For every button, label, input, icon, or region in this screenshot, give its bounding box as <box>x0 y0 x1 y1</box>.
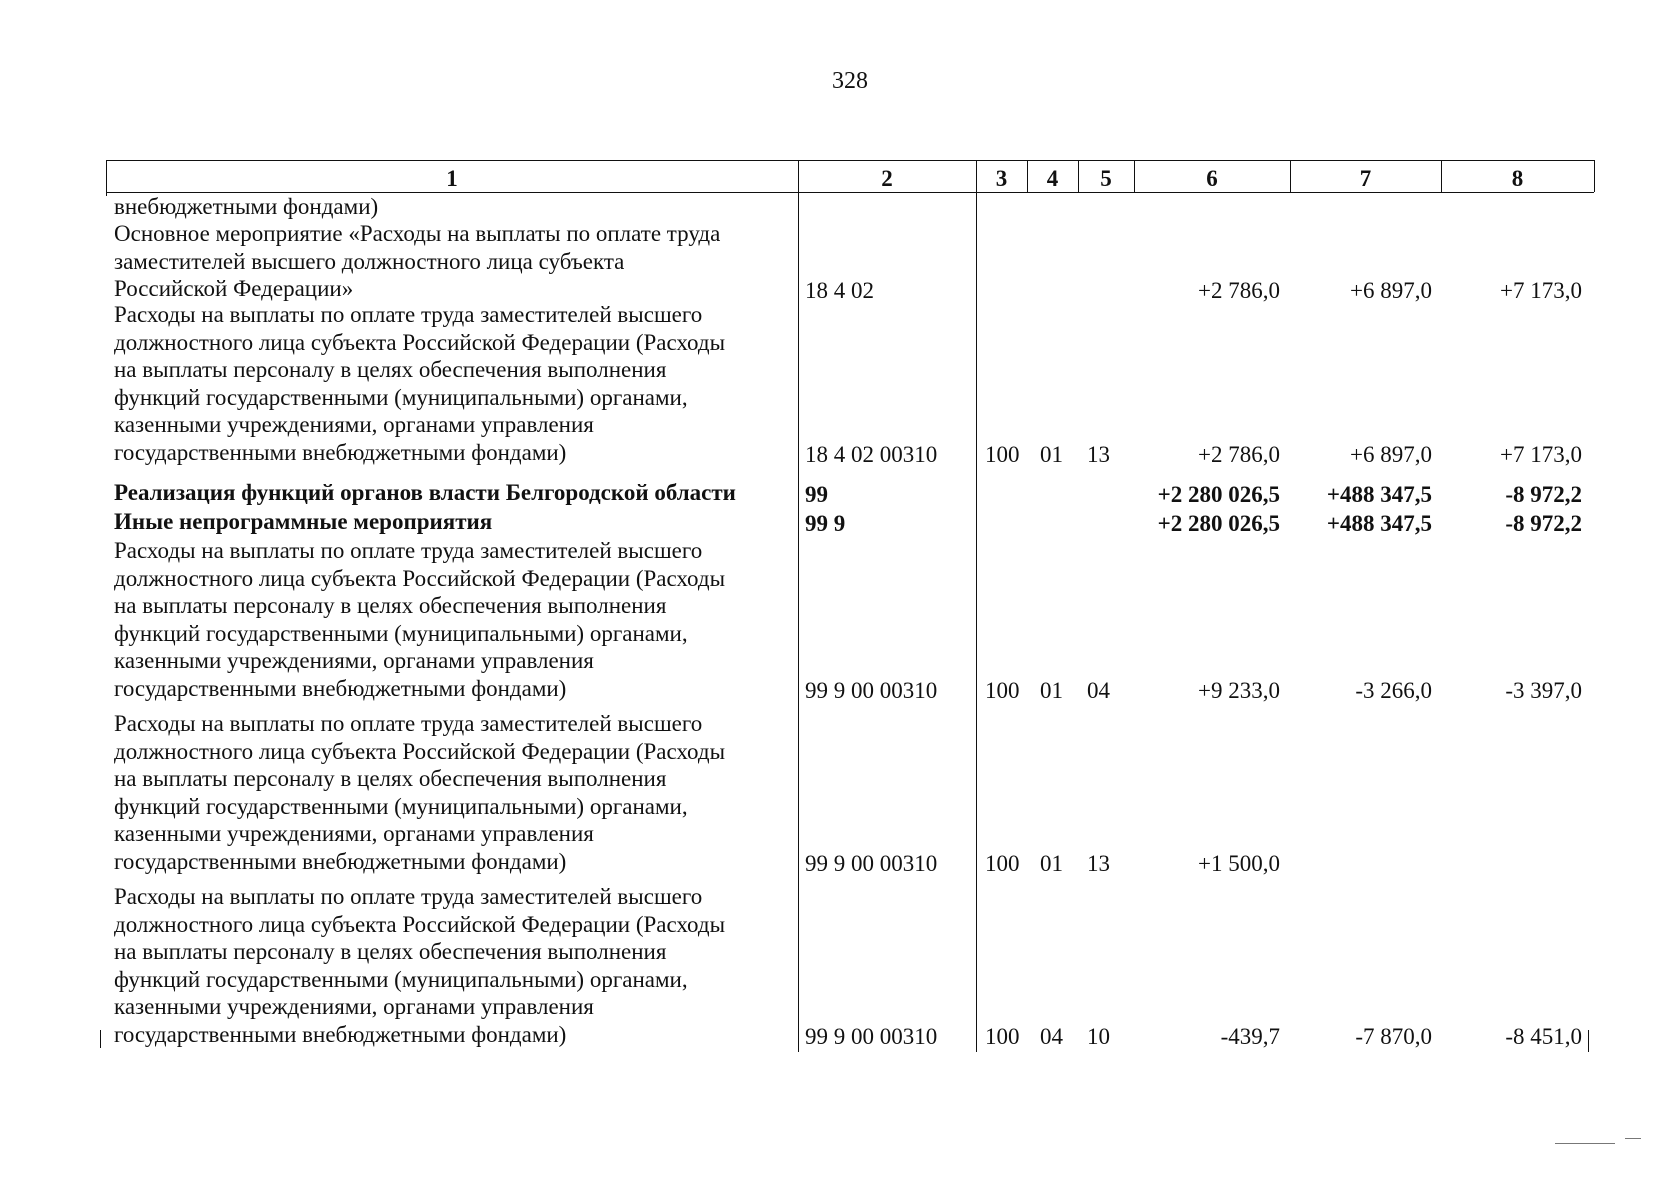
description-line: должностного лица субъекта Российской Федерации (Расходы <box>114 565 726 591</box>
row-description <box>114 508 794 536</box>
description-line: казенными учреждениями, органами управления <box>114 994 594 1019</box>
expense-type-code: 100 <box>985 677 1020 703</box>
description-line: государственными внебюджетными фондами) <box>114 1021 567 1047</box>
budget-code: 99 9 00 00310 <box>805 1023 938 1049</box>
budget-code: 99 9 00 00310 <box>805 850 938 876</box>
amount-col-8: -3 397,0 <box>1505 677 1582 703</box>
amount-col-6: -439,7 <box>1220 1023 1280 1049</box>
expense-type-code: 100 <box>985 441 1020 467</box>
row-description <box>114 301 794 466</box>
scan-mark <box>1555 1143 1615 1144</box>
scan-mark <box>1625 1138 1641 1139</box>
row-description <box>114 193 794 221</box>
description-line: должностного лица субъекта Российской Федерации (Расходы <box>114 329 726 355</box>
description-line: Реализация функций органов власти Белгородской области <box>114 480 736 505</box>
budget-code: 99 9 00 00310 <box>805 677 938 703</box>
page-number: 328 <box>832 68 868 94</box>
amount-col-8: -8 451,0 <box>1505 1023 1582 1049</box>
section-code: 04 <box>1040 1023 1063 1049</box>
description-line: должностного лица субъекта Российской Федерации (Расходы <box>114 911 726 937</box>
description-line: функций государственными (муниципальными) органами, <box>114 620 688 646</box>
budget-code: 99 9 <box>805 511 846 536</box>
description-line: заместителей высшего должностного лица субъекта <box>114 248 625 274</box>
amount-col-8: +7 173,0 <box>1500 441 1582 467</box>
budget-code: 18 4 02 00310 <box>805 441 938 467</box>
section-code: 01 <box>1040 850 1063 876</box>
subsection-code: 13 <box>1087 441 1110 467</box>
expense-type-code: 100 <box>985 1023 1020 1049</box>
description-line: на выплаты персоналу в целях обеспечения выполнения <box>114 766 667 791</box>
header-col-8: 8 <box>1511 166 1524 191</box>
description-line: на выплаты персоналу в целях обеспечения выполнения <box>114 939 667 964</box>
amount-col-8: -8 972,2 <box>1505 511 1582 536</box>
header-col-7: 7 <box>1359 166 1372 191</box>
amount-col-8: -8 972,2 <box>1505 482 1582 507</box>
amount-col-6: +9 233,0 <box>1198 677 1280 703</box>
description-line: Расходы на выплаты по оплате труда заместителей высшего <box>114 302 703 327</box>
description-line: казенными учреждениями, органами управления <box>114 821 594 846</box>
description-line: Расходы на выплаты по оплате труда заместителей высшего <box>114 538 703 563</box>
row-description <box>114 479 794 507</box>
description-line: функций государственными (муниципальными) органами, <box>114 966 688 992</box>
description-line: Российской Федерации» <box>114 276 354 301</box>
header-col-5: 5 <box>1100 166 1112 191</box>
row-description <box>114 710 794 875</box>
row-description <box>114 537 794 702</box>
amount-col-6: +2 280 026,5 <box>1157 482 1280 507</box>
section-code: 01 <box>1040 677 1063 703</box>
header-col-6: 6 <box>1206 166 1218 191</box>
description-line: функций государственными (муниципальными) органами, <box>114 384 688 410</box>
budget-code: 99 <box>805 482 828 507</box>
description-line: государственными внебюджетными фондами) <box>114 439 567 465</box>
amount-col-8: +7 173,0 <box>1500 278 1582 303</box>
subsection-code: 04 <box>1087 677 1110 703</box>
amount-col-7: +6 897,0 <box>1350 441 1432 467</box>
description-line: казенными учреждениями, органами управления <box>114 412 594 437</box>
description-line: внебюджетными фондами) <box>114 194 379 219</box>
amount-col-7: +488 347,5 <box>1326 482 1432 507</box>
amount-col-7: +6 897,0 <box>1350 278 1432 303</box>
row-description <box>114 883 794 1048</box>
description-line: государственными внебюджетными фондами) <box>114 675 567 701</box>
amount-col-7: +488 347,5 <box>1326 511 1432 536</box>
section-code: 01 <box>1040 441 1063 467</box>
description-line: должностного лица субъекта Российской Федерации (Расходы <box>114 738 726 764</box>
budget-code: 18 4 02 <box>805 278 874 303</box>
description-line: на выплаты персоналу в целях обеспечения выполнения <box>114 357 667 382</box>
description-line: Основное мероприятие «Расходы на выплаты по оплате труда <box>114 221 721 246</box>
header-col-1: 1 <box>446 166 458 191</box>
description-line: государственными внебюджетными фондами) <box>114 848 567 874</box>
amount-col-6: +2 786,0 <box>1198 278 1280 303</box>
subsection-code: 10 <box>1087 1023 1110 1049</box>
subsection-code: 13 <box>1087 850 1110 876</box>
expense-type-code: 100 <box>985 850 1020 876</box>
amount-col-6: +2 786,0 <box>1198 441 1280 467</box>
header-col-2: 2 <box>881 166 893 191</box>
amount-col-6: +1 500,0 <box>1198 850 1280 876</box>
row-description <box>114 220 794 303</box>
header-col-3: 3 <box>995 166 1008 191</box>
amount-col-7: -7 870,0 <box>1355 1023 1432 1049</box>
amount-col-6: +2 280 026,5 <box>1157 511 1280 536</box>
description-line: на выплаты персоналу в целях обеспечения выполнения <box>114 593 667 618</box>
description-line: Иные непрограммные мероприятия <box>114 509 493 534</box>
header-col-4: 4 <box>1046 166 1059 191</box>
description-line: Расходы на выплаты по оплате труда заместителей высшего <box>114 711 703 736</box>
description-line: функций государственными (муниципальными) органами, <box>114 793 688 819</box>
amount-col-7: -3 266,0 <box>1355 677 1432 703</box>
description-line: Расходы на выплаты по оплате труда заместителей высшего <box>114 884 703 909</box>
description-line: казенными учреждениями, органами управления <box>114 648 594 673</box>
